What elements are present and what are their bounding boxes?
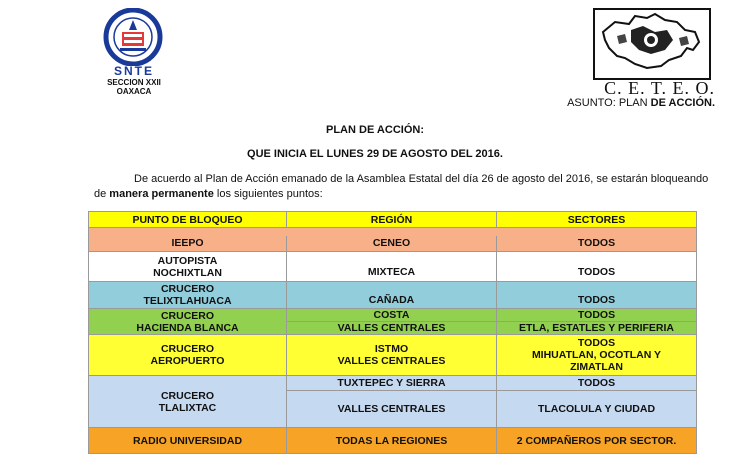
table-row	[89, 236, 697, 252]
cell-punto: IEEPO	[89, 236, 287, 252]
cell-punto	[89, 335, 287, 376]
cell-sectores: 2 COMPAÑEROS POR SECTOR.	[497, 428, 697, 454]
document-title: PLAN DE ACCIÓN:	[326, 124, 424, 136]
cell-region: TODAS LA REGIONES	[287, 428, 497, 454]
cell-sectores: TLACOLULA Y CIUDAD	[497, 391, 697, 428]
intro-paragraph	[94, 172, 714, 202]
table-row	[89, 252, 697, 282]
cell-region: TUXTEPEC Y SIERRA	[287, 376, 497, 391]
cell-sectores: TODOS	[497, 282, 697, 309]
sectores-line-3: ZIMATLAN	[570, 361, 623, 373]
header-region: REGIÓN	[287, 212, 497, 228]
cell-sectores: TODOS	[497, 252, 697, 282]
cell-region: CENEO	[287, 236, 497, 252]
asunto-line	[520, 97, 715, 109]
cell-region: COSTA	[287, 309, 497, 322]
header-sectores: SECTORES	[497, 212, 697, 228]
spacer-row	[89, 228, 697, 236]
intro-bold: manera permanente	[109, 188, 214, 200]
region-line-1: ISTMO	[374, 343, 409, 355]
cell-sectores	[497, 335, 697, 376]
asunto-prefix: ASUNTO: PLAN	[567, 97, 651, 109]
cell-region: MIXTECA	[287, 252, 497, 282]
cell-region: VALLES CENTRALES	[287, 322, 497, 335]
ceteo-emblem	[593, 8, 711, 80]
cell-punto	[89, 252, 287, 282]
region-line-2: VALLES CENTRALES	[337, 355, 446, 367]
punto-line-1: CRUCERO	[160, 283, 215, 295]
sectores-line-1: TODOS	[577, 337, 616, 349]
oaxaca-map-icon	[595, 10, 705, 74]
snte-logo	[88, 8, 180, 96]
document-subtitle: QUE INICIA EL LUNES 29 DE AGOSTO DEL 2016.	[247, 148, 503, 160]
intro-text-1: De acuerdo al Plan de Acción emanado de la Asamblea Estatal del día 26 de agosto del 2016, se estarán bloqueando de	[94, 173, 709, 200]
punto-line-1: AUTOPISTA	[157, 254, 218, 267]
cell-punto: RADIO UNIVERSIDAD	[89, 428, 287, 454]
cell-punto	[89, 309, 287, 335]
table-row	[89, 376, 697, 391]
sectores-line-2: MIHUATLAN, OCOTLAN Y	[531, 349, 662, 361]
header-punto: PUNTO DE BLOQUEO	[89, 212, 287, 228]
cell-region	[287, 335, 497, 376]
punto-line-1: CRUCERO	[160, 343, 215, 355]
table-row	[89, 282, 697, 309]
snte-state: OAXACA	[116, 87, 152, 96]
punto-line-2: TLALIXTAC	[158, 401, 217, 414]
cell-punto	[89, 282, 287, 309]
org-title: C. E. T. E. O.	[604, 78, 715, 98]
table-row	[89, 309, 697, 322]
table-header-row	[89, 212, 697, 228]
punto-line-2: TELIXTLAHUACA	[143, 295, 232, 307]
punto-line-2: AEROPUERTO	[150, 355, 225, 367]
spacer-cell	[89, 228, 697, 236]
table-row	[89, 335, 697, 376]
punto-line-1: CRUCERO	[160, 309, 215, 322]
punto-line-1: CRUCERO	[160, 389, 215, 402]
snte-section: SECCION XXII	[107, 78, 161, 87]
cell-sectores: TODOS	[497, 236, 697, 252]
asunto-bold: DE ACCIÓN.	[650, 97, 715, 109]
blockade-table	[88, 211, 697, 454]
intro-text-2: los siguientes puntos:	[213, 188, 323, 200]
cell-sectores: TODOS	[497, 376, 697, 391]
cell-sectores: TODOS	[497, 309, 697, 322]
cell-punto	[89, 376, 287, 428]
snte-name: SNTE	[113, 64, 154, 78]
cell-sectores: ETLA, ESTATLES Y PERIFERIA	[497, 322, 697, 335]
punto-line-2: HACIENDA BLANCA	[136, 321, 239, 334]
cell-region: VALLES CENTRALES	[287, 391, 497, 428]
snte-seal-icon	[102, 8, 164, 66]
punto-line-2: NOCHIXTLAN	[153, 266, 222, 279]
cell-region: CAÑADA	[287, 282, 497, 309]
